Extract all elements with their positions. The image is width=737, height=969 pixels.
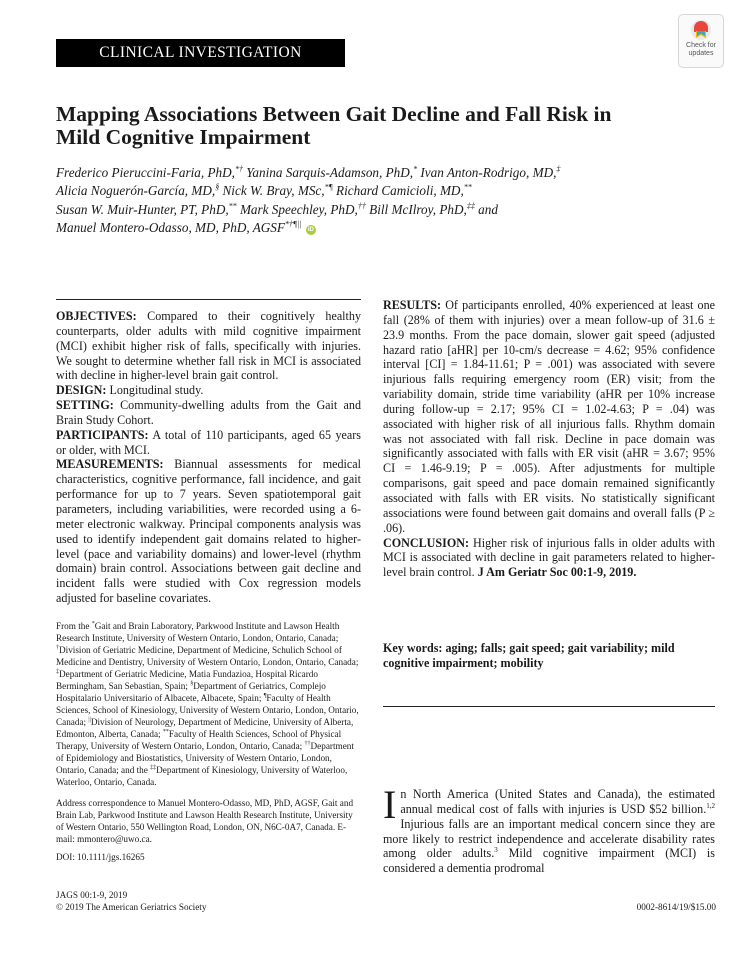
keywords: Key words: aging; falls; gait speed; gait variability; mild cognitive impairment; mobility [383, 641, 675, 670]
author-name: Richard Camicioli, MD, [336, 183, 464, 199]
abstract-right-column [383, 298, 715, 580]
section-heading: DESIGN: [56, 383, 107, 398]
page-footer-left [56, 889, 206, 913]
section-heading: PARTICIPANTS: [56, 427, 149, 442]
author-list [56, 164, 696, 237]
section-heading: CONCLUSION: [383, 535, 470, 550]
check-for-label: Check for [686, 42, 716, 49]
author-name: Nick W. Bray, MSc, [222, 183, 325, 199]
author-affil-marker: ** [463, 182, 472, 192]
affiliations-footnote [56, 620, 361, 863]
author-conjunction: and [478, 201, 498, 217]
article-title [56, 103, 676, 149]
title-line-1: Mapping Associations Between Gait Decline and Fall Risk in [56, 102, 612, 126]
author-name: Alicia Noguerón-García, MD, [56, 183, 216, 199]
abstract-design: DESIGN: Longitudinal study. [56, 383, 204, 398]
author-name: Yanina Sarquis-Adamson, PhD, [246, 165, 414, 180]
author-affil-marker: ** [228, 201, 237, 211]
author-line-2 [56, 182, 696, 200]
abstract-participants: PARTICIPANTS: A total of 110 participants, aged 65 years or older, with MCI. [56, 427, 361, 457]
author-name: Susan W. Muir-Hunter, PT, PhD, [56, 201, 229, 217]
reference-marker[interactable]: 1,2 [706, 801, 715, 810]
correspondence: Address correspondence to Manuel Montero-Odasso, MD, PhD, AGSF, Gait and Brain Lab, Parkwood Institute and Lawson Health Research Institute, University of Western Ontario, 550 Wellington Road, London, ON, N6C-0A7, Canada. E-mail: mmontero@uwo.ca. [56, 798, 354, 844]
title-line-2: Mild Cognitive Impairment [56, 125, 311, 149]
author-line-3 [56, 201, 696, 219]
orcid-icon[interactable]: iD [307, 226, 314, 233]
section-banner: CLINICAL INVESTIGATION [56, 39, 345, 67]
check-for-updates-badge[interactable] [678, 14, 724, 68]
author-name: Bill McIlroy, PhD, [369, 201, 467, 217]
crossmark-icon [690, 19, 712, 41]
introduction-text: In North America (United States and Canada), the estimated annual medical cost of falls with injuries is USD $52 billion.$^{1,2}$ Injurious falls are an important medical concern since they are more likely to restrict independence and accelerate disability rates among older adults.$^3$ Mild cognitive impairment (MCI) is considered a dementia prodromal [383, 782, 716, 876]
affiliation-list: From the *Gait and Brain Laboratory, Parkwood Institute and Lawson Health Research Institute, University of Western Ontario, London, Ontario, Canada; †Division of Geriatric Medicine, Department of Medicine, Schulich School of Medicine and Dentistry, University of Western Ontario, London, Ontario, Canada; ‡Department of Geriatric Medicine, Matia Fundazioa, Hospital Ricardo Bermingham, San Sebastian, Spain; §Department of Geriatrics, Complejo Hospitalario Universitario of Albacete, Albacete, Spain; ¶Faculty of Health Sciences, School of Kinesiology, University of Western Ontario, London, Ontario, Canada; ||Division of Neurology, Department of Medicine, University of Alberta, Edmonton, Alberta, Canada; **Faculty of Health Sciences, School of Physical Therapy, University of Western Ontario, London, Ontario, Canada; ††Department of Epidemiology and Biostatistics, University of Western Ontario, London, Ontario, Canada; and the ‡‡Department of Kinesiology, University of Waterloo, Waterloo, Ontario, Canada. [56, 620, 359, 787]
divider [383, 706, 715, 707]
abstract-conclusion: CONCLUSION: Higher risk of injurious falls in older adults with MCI is associated with decline in gait parameters related to higher-level brain control. J Am Geriatr Soc 00:1-9, 2019. [383, 535, 715, 580]
author-affil-marker: *¶ [324, 182, 333, 192]
abstract-results: RESULTS: Of participants enrolled, 40% experienced at least one fall (28% of them with injuries) over a mean follow-up of 31.6 ± 23.9 months. From the pace domain, slower gait speed (adjusted hazard ratio [aHR] per 10-cm/s decrease = 4.62; 95% confidence interval [CI] = 1.84-11.61; P = .001) was associated with severe injurious falls requiring emergency room (ER) visit; from the variability domain, stride time variability (aHR per 10% increase during follow-up = 2.17; 95% CI = 1.02-4.63; P = .04) was associated with higher risk of all injurious falls. Rhythm domain was not associated with fall risk. Decline in pace domain was significantly associated with falls with ER visit (aHR = 3.67; 95% CI = 1.46-9.19; P = .005). After adjustments for multiple comparisons, gait speed and pace domain remained significantly associated with falls with ER visits. No statistically significant associations were found between gait domains and overall falls (P ≥ .06). [383, 298, 715, 535]
author-affil-marker: § [215, 182, 220, 192]
section-heading: MEASUREMENTS: [56, 457, 164, 472]
author-affil-marker: * [413, 164, 418, 174]
updates-label: updates [688, 49, 714, 57]
abstract-setting: SETTING: Community-dwelling adults from the Gait and Brain Study Cohort. [56, 398, 361, 427]
author-name: Manuel Montero-Odasso, MD, PhD, AGSF [56, 219, 285, 235]
author-name: Ivan Anton-Rodrigo, MD, [420, 165, 557, 180]
section-heading: RESULTS: [383, 298, 442, 312]
section-heading: OBJECTIVES: [56, 309, 137, 323]
copyright: © 2019 The American Geriatrics Society [56, 902, 207, 912]
author-affil-marker: †† [357, 201, 366, 211]
author-affil-marker: *† [234, 164, 243, 174]
drop-cap: I [383, 782, 397, 827]
author-affil-marker: ‡ [556, 164, 561, 174]
author-line-4 [56, 219, 696, 237]
citation: J Am Geriatr Soc 00:1-9, 2019. [477, 565, 637, 580]
journal-issue: JAGS 00:1-9, 2019 [56, 890, 128, 900]
section-heading: SETTING: [56, 398, 114, 413]
author-name: Mark Speechley, PhD, [239, 201, 358, 217]
abstract-left-column [56, 309, 361, 606]
author-affil-marker: ‡‡ [466, 201, 475, 211]
divider [56, 299, 361, 300]
doi-link[interactable]: DOI: 10.1111/jgs.16265 [56, 852, 145, 862]
abstract-objectives: OBJECTIVES: Compared to their cognitively healthy counterparts, older adults with mild cognitive impairment (MCI) exhibit higher risk of falls, specifically with injuries. We sought to determine whether fall risk in MCI is associated with decline in higher-level brain gait control. [56, 309, 361, 383]
issn: 0002-8614/19/$15.00 [636, 902, 716, 912]
author-line-1 [56, 164, 696, 182]
author-name: Frederico Pieruccini-Faria, PhD, [56, 165, 235, 180]
abstract-measurements: MEASUREMENTS: Biannual assessments for medical characteristics, cognitive performance, fall incidence, and gait performance for up to 7 years. Seven spatiotemporal gait parameters, including variabilities, were recorded using a 6-meter electronic walkway. Principal components analysis was used to identify independent gait domains related to higher-level (pace and variability domains) and lower-level (rhythm domain) brain control. Associations between gait decline and incident falls were studied with Cox regression models adjusted for baseline covariates. [56, 457, 361, 606]
reference-marker[interactable]: 3 [494, 846, 498, 855]
author-affil-marker: *†¶|| [284, 219, 302, 229]
